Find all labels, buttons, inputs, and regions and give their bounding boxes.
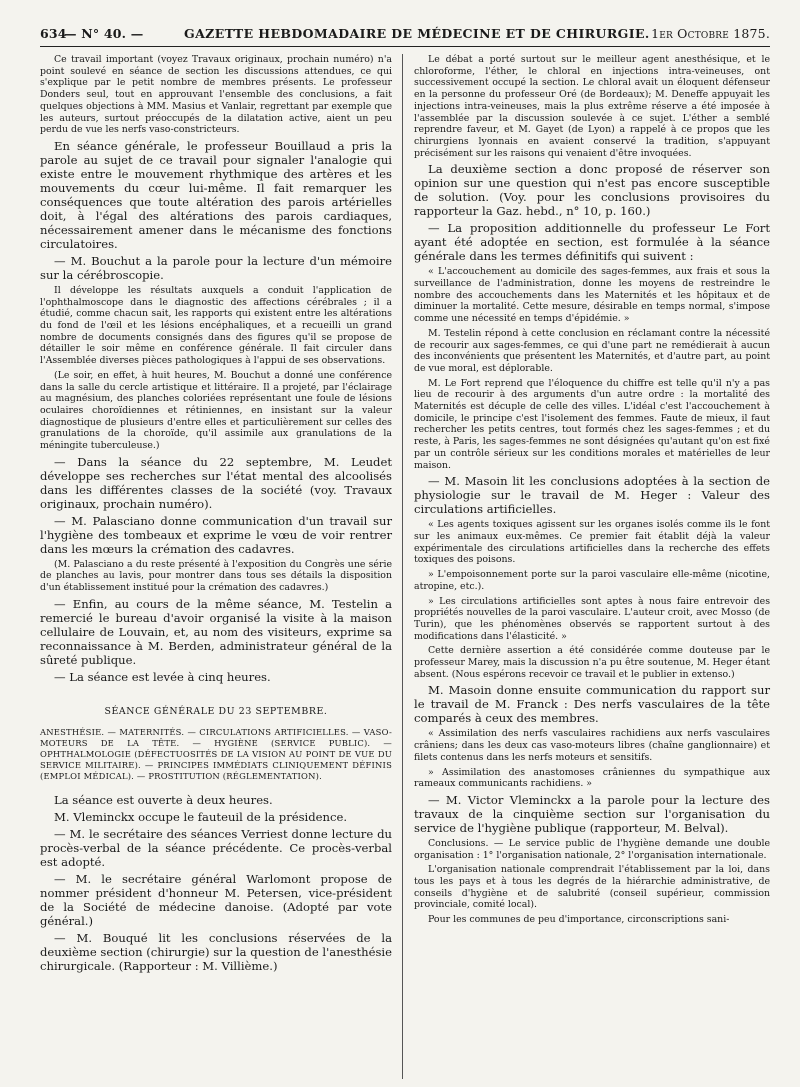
paragraph: (M. Palasciano a du reste présenté à l'exposition du Congrès une série de planches au lavis, pour montrer dans tous ses détails la disposition d'un établissement institué pour la crémation des cadavres.) xyxy=(40,558,392,594)
paragraph: En séance générale, le professeur Bouillaud a pris la parole au sujet de ce travail pour signaler l'analogie qui existe entre le mouvement rhythmique des artères et les mouvements du cœur lui-même. Il fait remarquer les conséquences que toute altération des parois artérielles doit, à l'égal des altérations des parois cardiaques, nécessairement amener dans le mécanisme des fonctions circulatoires. xyxy=(40,138,392,251)
header-rule xyxy=(40,46,770,47)
right-column xyxy=(414,54,770,929)
paragraph: — M. le secrétaire des séances Verriest donne lecture du procès-verbal de la séance précédente. Ce procès-verbal est adopté. xyxy=(40,826,392,869)
paragraph: — La séance est levée à cinq heures. xyxy=(54,669,271,684)
paragraph: (Le soir, en effet, à huit heures, M. Bouchut a donné une conférence dans la salle du cercle artistique et littéraire. Il a projeté, par l'éclairage au magnésium, des planches coloriées représentant une foule de lésions oculaires choroïdiennes et rétiniennes, en insistant sur la valeur diagnostique de plusieurs d'entre elles et particulièrement sur celles des granulations de la choroïde, qu'il assimile aux granulations de la méningite tuberculeuse.) xyxy=(40,369,392,452)
section-heading: SÉANCE GÉNÉRALE DU 23 SEPTEMBRE. xyxy=(104,705,328,717)
paragraph: Pour les communes de peu d'importance, circonscriptions sani- xyxy=(428,914,730,926)
paragraph: M. Masoin donne ensuite communication du rapport sur le travail de M. Franck : Des nerfs vasculaires de la tête comparés à ceux des membres. xyxy=(414,683,770,726)
paragraph: » Assimilation des anastomoses crâniennes du sympathique aux rameaux communicants rachidiens. » xyxy=(414,766,770,790)
paragraph: « Assimilation des nerfs vasculaires rachidiens aux nerfs vasculaires crâniens; dans les deux cas vaso-moteurs libres (chaîne ganglionnaire) et filets contenus dans les nerfs moteurs et sensitifs. xyxy=(414,728,770,763)
paragraph: Conclusions. — Le service public de l'hygiène demande une double organisation : 1° l'organisation nationale, 2° l'organisation internationale. xyxy=(414,837,770,861)
left-column xyxy=(40,54,392,976)
paragraph: — M. le secrétaire général Warlomont propose de nommer président d'honneur M. Petersen, vice-président de la Société de médecine danoise. (Adopté par vote général.) xyxy=(40,871,392,928)
paragraph: Ce travail important (voyez Travaux originaux, prochain numéro) n'a point soulevé en séance de section les discussions attendues, ce qui s'explique par le petit nombre de membres présents. Le professeur Donders seul, tout en approuvant l'ensemble des conclusions, a fait quelques objections à MM. Masius et Vanlair, regrettant par exemple que les auteurs, surtout préoccupés de la dilatation active, aient un peu perdu de vue les nerfs vaso-constricteurs. xyxy=(40,54,392,136)
paragraph: M. Le Fort reprend que l'éloquence du chiffre est telle qu'il n'y a pas lieu de recourir à des arguments d'un autre ordre : la mortalité des Maternités est décuple de celle des villes. L'idéal c'est l'accouchement à domicile, le principe c'est l'isolement des femmes. Faute de mieux, il faut rechercher les petits centres, tout formés chez les sages-femmes ; et du reste, à Paris, les sages-femmes ne sont désignées qu'autant qu'on est fixé par un contrôle sérieux sur les conditions morales et matérielles de leur maison. xyxy=(414,377,770,471)
issue-date: 1er Octobre 1875. xyxy=(651,26,770,41)
issue-number: — N° 40. — xyxy=(64,26,144,41)
session-summary: ANESTHÉSIE. — MATERNITÉS. — CIRCULATIONS ARTIFICIELLES. — VASO-MOTEURS DE LA TÊTE. — HYGIÈNE (SERVICE PUBLIC). — OPHTHALMOLOGIE (DÉFECTUOSITÉS DE LA VISION AU POINT DE VUE DU SERVICE MILITAIRE). — PRINCIPES IMMÉDIATS CLINIQUEMENT DÉFINIS (EMPLOI MÉDICAL). — PROSTITUTION (RÉGLEMENTATION). xyxy=(40,726,392,781)
paragraph: M. Vleminckx occupe le fauteuil de la présidence. xyxy=(54,809,348,824)
paragraph: — M. Bouchut a la parole pour la lecture d'un mémoire sur la cérébroscopie. xyxy=(40,253,392,282)
journal-title: GAZETTE HEBDOMADAIRE DE MÉDECINE ET DE CHIRURGIE. xyxy=(184,26,650,41)
paragraph: — M. Victor Vleminckx a la parole pour la lecture des travaux de la cinquième section sur l'organisation du service de l'hygiène publique (rapporteur, M. Belval). xyxy=(414,792,770,835)
paragraph: Cette dernière assertion a été considérée comme douteuse par le professeur Marey, mais la discussion n'a pu être soutenue, M. Heger étant absent. (Nous espérons recevoir ce travail et le publier in extenso.) xyxy=(414,645,770,680)
paragraph: — M. Palasciano donne communication d'un travail sur l'hygiène des tombeaux et exprime le vœu de voir rentrer dans les mœurs la crémation des cadavres. xyxy=(40,513,392,556)
page-header xyxy=(40,26,770,48)
paragraph: « L'accouchement au domicile des sages-femmes, aux frais et sous la surveillance de l'administration, donne les moyens de restreindre le nombre des accouchements dans les Maternités et les hôpitaux et de diminuer la mortalité. Cette mesure, désirable en temps normal, s'impose comme une nécessité en temps d'épidémie. » xyxy=(414,266,770,325)
paragraph: M. Testelin répond à cette conclusion en réclamant contre la nécessité de recourir aux sages-femmes, ce qui d'une part ne remédierait à aucun des inconvénients que présentent les Maternités, et d'autre part, au point de vue moral, est déplorable. xyxy=(414,327,770,374)
paragraph: « Les agents toxiques agissent sur les organes isolés comme ils le font sur les animaux eux-mêmes. Ce premier fait établit déjà la valeur expérimentale des circulations artificielles dans la recherche des effets toxiques des poisons. xyxy=(414,519,770,566)
paragraph: Le débat a porté surtout sur le meilleur agent anesthésique, et le chloroforme, l'éther, le chloral en injections intra-veineuses, ont successivement occupé la section. Le chloral avait un éloquent défenseur en la personne du professeur Oré (de Bordeaux); M. Deneffe appuyait les injections intra-veineuses, mais la plus extrême réserve a été imposée à l'assemblée par la discussion soulevée à ce sujet. L'éther a semblé reprendre faveur, et M. Gayet (de Lyon) a rappelé à ce propos que les chirurgiens lyonnais en avaient conservé la tradition, s'appuyant précisément sur les raisons qui venaient d'être invoquées. xyxy=(414,54,770,159)
paragraph: — Enfin, au cours de la même séance, M. Testelin a remercié le bureau d'avoir organisé la visite à la maison cellulaire de Louvain, et, au nom des visiteurs, exprime sa reconnaissance à M. Berden, administrateur général de la sûreté publique. xyxy=(40,596,392,667)
column-divider xyxy=(402,54,403,1079)
paragraph: » L'empoisonnement porte sur la paroi vasculaire elle-même (nicotine, atropine, etc.). xyxy=(414,569,770,592)
page-number: 634 xyxy=(40,26,67,41)
paragraph: La deuxième section a donc proposé de réserver son opinion sur une question qui n'est pas encore susceptible de solution. (Voy. pour les conclusions provisoires du rapporteur la Gaz. hebd., n° 10, p. 160.) xyxy=(414,162,770,219)
paragraph: Il développe les résultats auxquels a conduit l'application de l'ophthalmoscope dans le diagnostic des affections cérébrales ; il a étudié, comme chacun sait, les rapports qui existent entre les altérations du fond de l'œil et les lésions encéphaliques, et a recueilli un grand nombre de documents consignés dans des figures qu'il se propose de détailler le soir même en conférence générale. Il fait circuler dans l'Assemblée diverses pièces pathologiques à l'appui de ses observations. xyxy=(40,284,392,367)
paragraph: — Dans la séance du 22 septembre, M. Leudet développe ses recherches sur l'état mental des alcoolisés dans les différentes classes de la société (voy. Travaux originaux, prochain numéro). xyxy=(40,454,392,511)
paragraph: — M. Bouqué lit les conclusions réservées de la deuxième section (chirurgie) sur la question de l'anesthésie chirurgicale. (Rapporteur : M. Villième.) xyxy=(40,930,392,973)
paragraph: La séance est ouverte à deux heures. xyxy=(54,792,273,807)
paragraph: — La proposition additionnelle du professeur Le Fort ayant été adoptée en section, est formulée à la séance générale dans les termes définitifs qui suivent : xyxy=(414,221,770,264)
paragraph: L'organisation nationale comprendrait l'établissement par la loi, dans tous les pays et à tous les degrés de la hiérarchie administrative, de conseils d'hygiène et de salubrité (conseil supérieur, commission provinciale, comité local). xyxy=(414,864,770,911)
paragraph: — M. Masoin lit les conclusions adoptées à la section de physiologie sur le travail de M. Heger : Valeur des circulations artificielles. xyxy=(414,474,770,517)
paragraph: » Les circulations artificielles sont aptes à nous faire entrevoir des propriétés nouvelles de la paroi vasculaire. L'auteur croit, avec Mosso (de Turin), que les phénomènes observés se rapportent surtout à des modifications dans l'élasticité. » xyxy=(414,595,770,642)
